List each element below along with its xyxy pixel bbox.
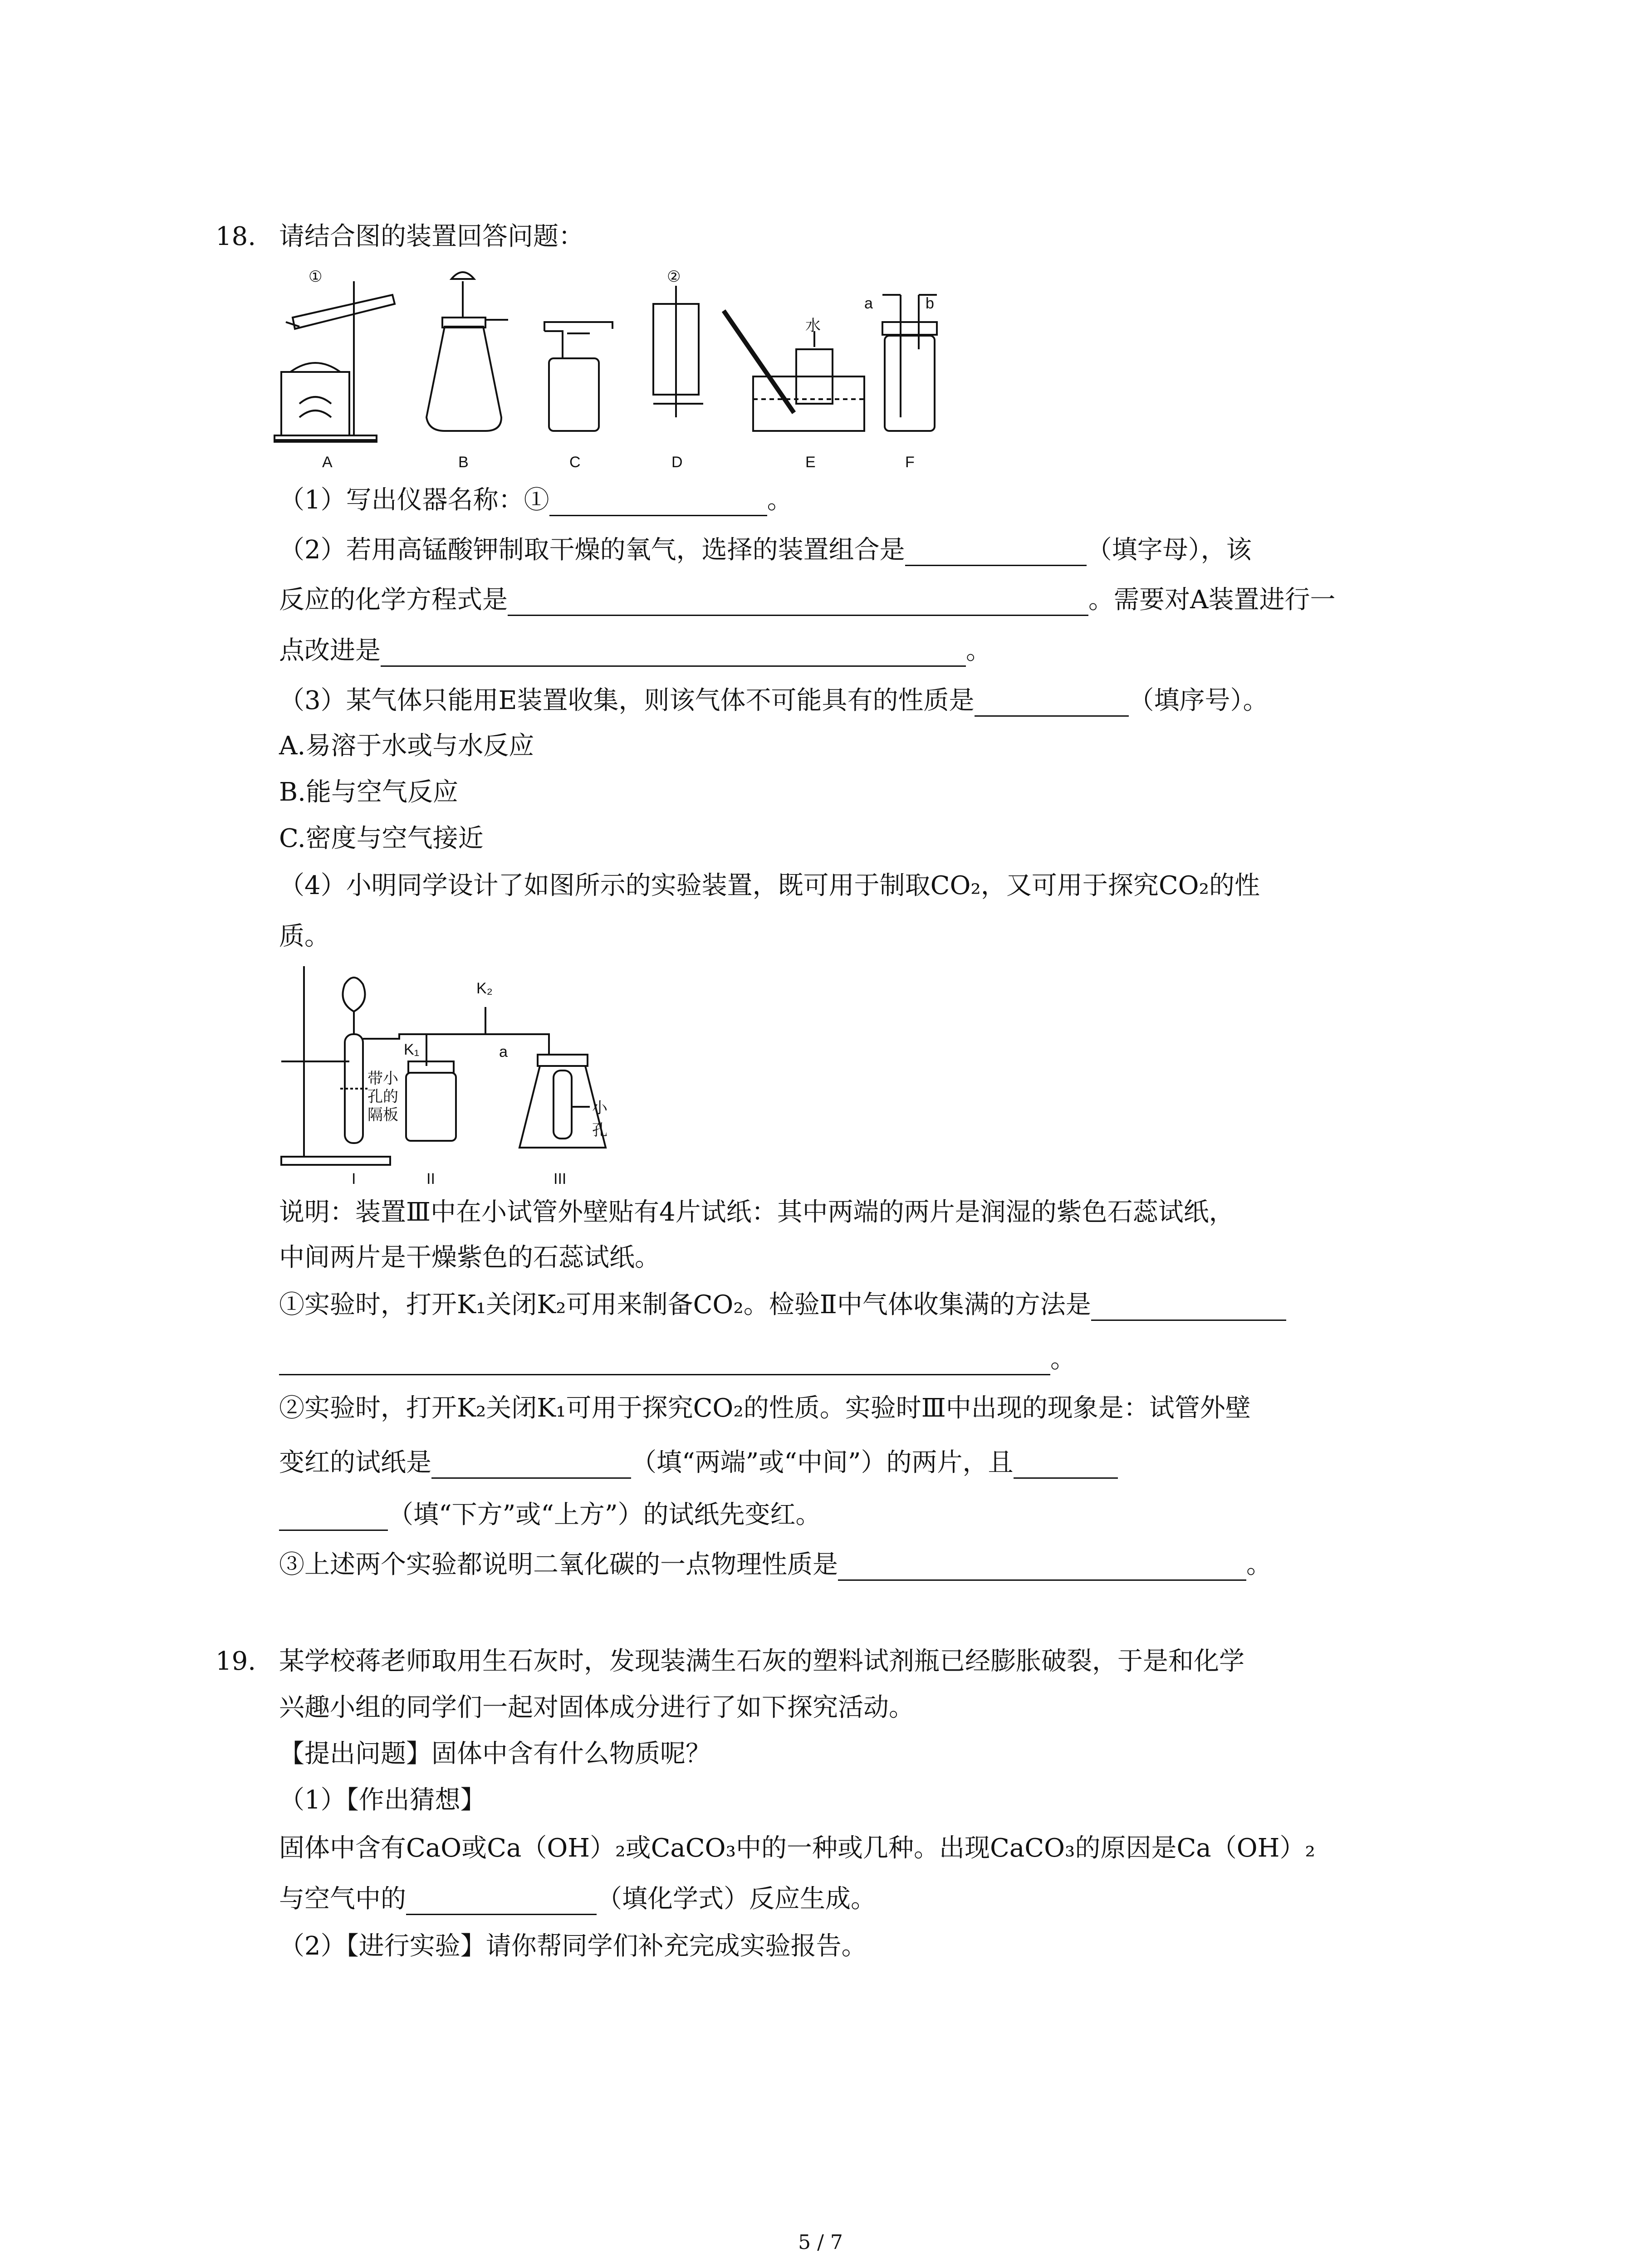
q18-step3 <box>279 1549 1272 1581</box>
q18-part3 <box>279 685 1269 717</box>
label-a: a <box>499 1043 508 1061</box>
label-k1: K₁ <box>404 1041 420 1058</box>
q19-line1: 某学校蒋老师取用生石灰时，发现装满生石灰的塑料试剂瓶已经膨胀破裂，于是和化学 <box>279 1647 1244 1676</box>
label-I: I <box>352 1170 356 1188</box>
q18-part1-text: （1）写出仪器名称：① <box>279 485 549 515</box>
label-F: F <box>905 454 915 471</box>
q19-line2: 兴趣小组的同学们一起对固体成分进行了如下探究活动。 <box>279 1693 914 1722</box>
q18-option-c: C.密度与空气接近 <box>279 824 484 853</box>
q18-part4-line1: （4）小明同学设计了如图所示的实验装置，既可用于制取CO₂，又可用于探究CO₂的性 <box>279 871 1260 900</box>
q18-option-b: B.能与空气反应 <box>279 777 458 807</box>
q18-step1-text-a: ①实验时，打开K₁关闭K₂可用来制备CO₂。检验Ⅱ中气体收集满的方法是 <box>279 1290 1091 1320</box>
label-II: II <box>426 1170 435 1188</box>
label-k2: K₂ <box>476 980 493 997</box>
q18-step2-text-d: （填“下方”或“上方”）的试纸先变红。 <box>388 1500 821 1530</box>
q18-note-line2: 中间两片是干燥紫色的石蕊试纸。 <box>279 1243 660 1272</box>
answer-blank-4b[interactable] <box>279 1348 1050 1375</box>
answer-blank-4a[interactable] <box>1091 1293 1286 1321</box>
answer-blank-6[interactable] <box>838 1553 1246 1581</box>
q18-part2-line3 <box>279 635 991 667</box>
q18-step3-text-b: 。 <box>1246 1550 1272 1579</box>
answer-blank-3[interactable] <box>975 689 1129 717</box>
q18-part1 <box>279 484 793 516</box>
label-E: E <box>805 454 816 471</box>
q18-note-line1: 说明：装置Ⅲ中在小试管外壁贴有4片试纸：其中两端的两片是润湿的紫色石蕊试纸， <box>279 1198 1234 1227</box>
q18-part2-text-a: （2）若用高锰酸钾制取干燥的氧气，选择的装置组合是 <box>279 535 905 565</box>
q18-part3-text-a: （3）某气体只能用E装置收集，则该气体不可能具有的性质是 <box>279 686 975 715</box>
q18-step1-line2 <box>279 1344 1076 1375</box>
label-D: D <box>671 454 683 471</box>
q18-stem: 请结合图的装置回答问题： <box>279 222 584 251</box>
label-hole: 小孔 <box>592 1100 607 1139</box>
label-plate-2: 孔的 <box>367 1088 398 1105</box>
q18-step1-line1 <box>279 1289 1286 1321</box>
q19-line5: 固体中含有CaO或Ca（OH）₂或CaCO₃中的一种或几种。出现CaCO₃的原因是Ca（OH）₂ <box>279 1833 1315 1863</box>
q18-step2-line2 <box>279 1447 1118 1479</box>
q18-part2-line1 <box>279 534 1252 566</box>
co2-apparatus-drawing <box>272 957 612 1193</box>
q18-part1-end: 。 <box>767 485 793 515</box>
q18-part2-text-c: 反应的化学方程式是 <box>279 585 508 615</box>
page-number: 5 / 7 <box>798 2231 843 2254</box>
label-III: III <box>554 1170 567 1188</box>
q18-step2-line1: ②实验时，打开K₂关闭K₁可用于探究CO₂的性质。实验时Ⅲ中出现的现象是：试管外壁 <box>279 1393 1251 1423</box>
q18-step1-text-b: 。 <box>1050 1344 1076 1374</box>
apparatus-drawing <box>272 268 962 481</box>
apparatus-figure-2 <box>272 957 612 1193</box>
q19-line4: （1）【作出猜想】 <box>279 1785 486 1815</box>
answer-blank-2a[interactable] <box>905 538 1087 566</box>
label-B: B <box>458 454 469 471</box>
label-circle-2: ② <box>667 268 681 285</box>
answer-blank-2c[interactable] <box>381 639 966 667</box>
q18-option-a: A.易溶于水或与水反应 <box>279 731 534 761</box>
q18-step2-text-c: （填“两端”或“中间”）的两片，且 <box>631 1448 1014 1477</box>
q18-part2-text-d: 。需要对A装置进行一 <box>1088 585 1336 615</box>
q19-line6 <box>279 1883 876 1915</box>
answer-blank-5b[interactable] <box>1014 1451 1118 1479</box>
label-A: A <box>322 454 333 471</box>
q19-line6-text-a: 与空气中的 <box>279 1884 406 1914</box>
label-plate-3: 隔板 <box>367 1106 398 1124</box>
q18-step2-text-b: 变红的试纸是 <box>279 1448 431 1477</box>
label-plate-1: 带小 <box>367 1070 398 1087</box>
answer-blank-2b[interactable] <box>508 588 1088 616</box>
q19-line6-text-b: （填化学式）反应生成。 <box>597 1884 876 1914</box>
label-circle-1: ① <box>309 268 323 285</box>
q19-line7: （2）【进行实验】请你帮同学们补充完成实验报告。 <box>279 1931 867 1961</box>
q19-line3: 【提出问题】固体中含有什么物质呢？ <box>279 1739 711 1769</box>
label-C: C <box>569 454 581 471</box>
label-a: a <box>864 295 873 312</box>
answer-blank-7[interactable] <box>406 1887 597 1915</box>
q18-step3-text-a: ③上述两个实验都说明二氧化碳的一点物理性质是 <box>279 1550 838 1579</box>
answer-blank-5a[interactable] <box>431 1451 631 1479</box>
label-water: 水 <box>805 317 821 334</box>
q18-part3-text-b: （填序号）。 <box>1128 686 1269 715</box>
answer-blank-5c[interactable] <box>279 1503 388 1531</box>
q18-part4-line2: 质。 <box>279 922 330 951</box>
q18-part2-text-e: 点改进是 <box>279 636 381 665</box>
q18-part2-text-b: （填字母），该 <box>1086 535 1252 565</box>
answer-blank-1[interactable] <box>549 489 767 516</box>
question-number-19: 19. <box>216 1647 256 1676</box>
q18-part2-text-f: 。 <box>966 636 991 665</box>
q18-part2-line2 <box>279 584 1335 616</box>
apparatus-figure-1 <box>272 268 962 481</box>
q18-step2-line3 <box>279 1499 821 1531</box>
question-number-18: 18. <box>216 222 256 251</box>
label-b: b <box>926 295 934 312</box>
